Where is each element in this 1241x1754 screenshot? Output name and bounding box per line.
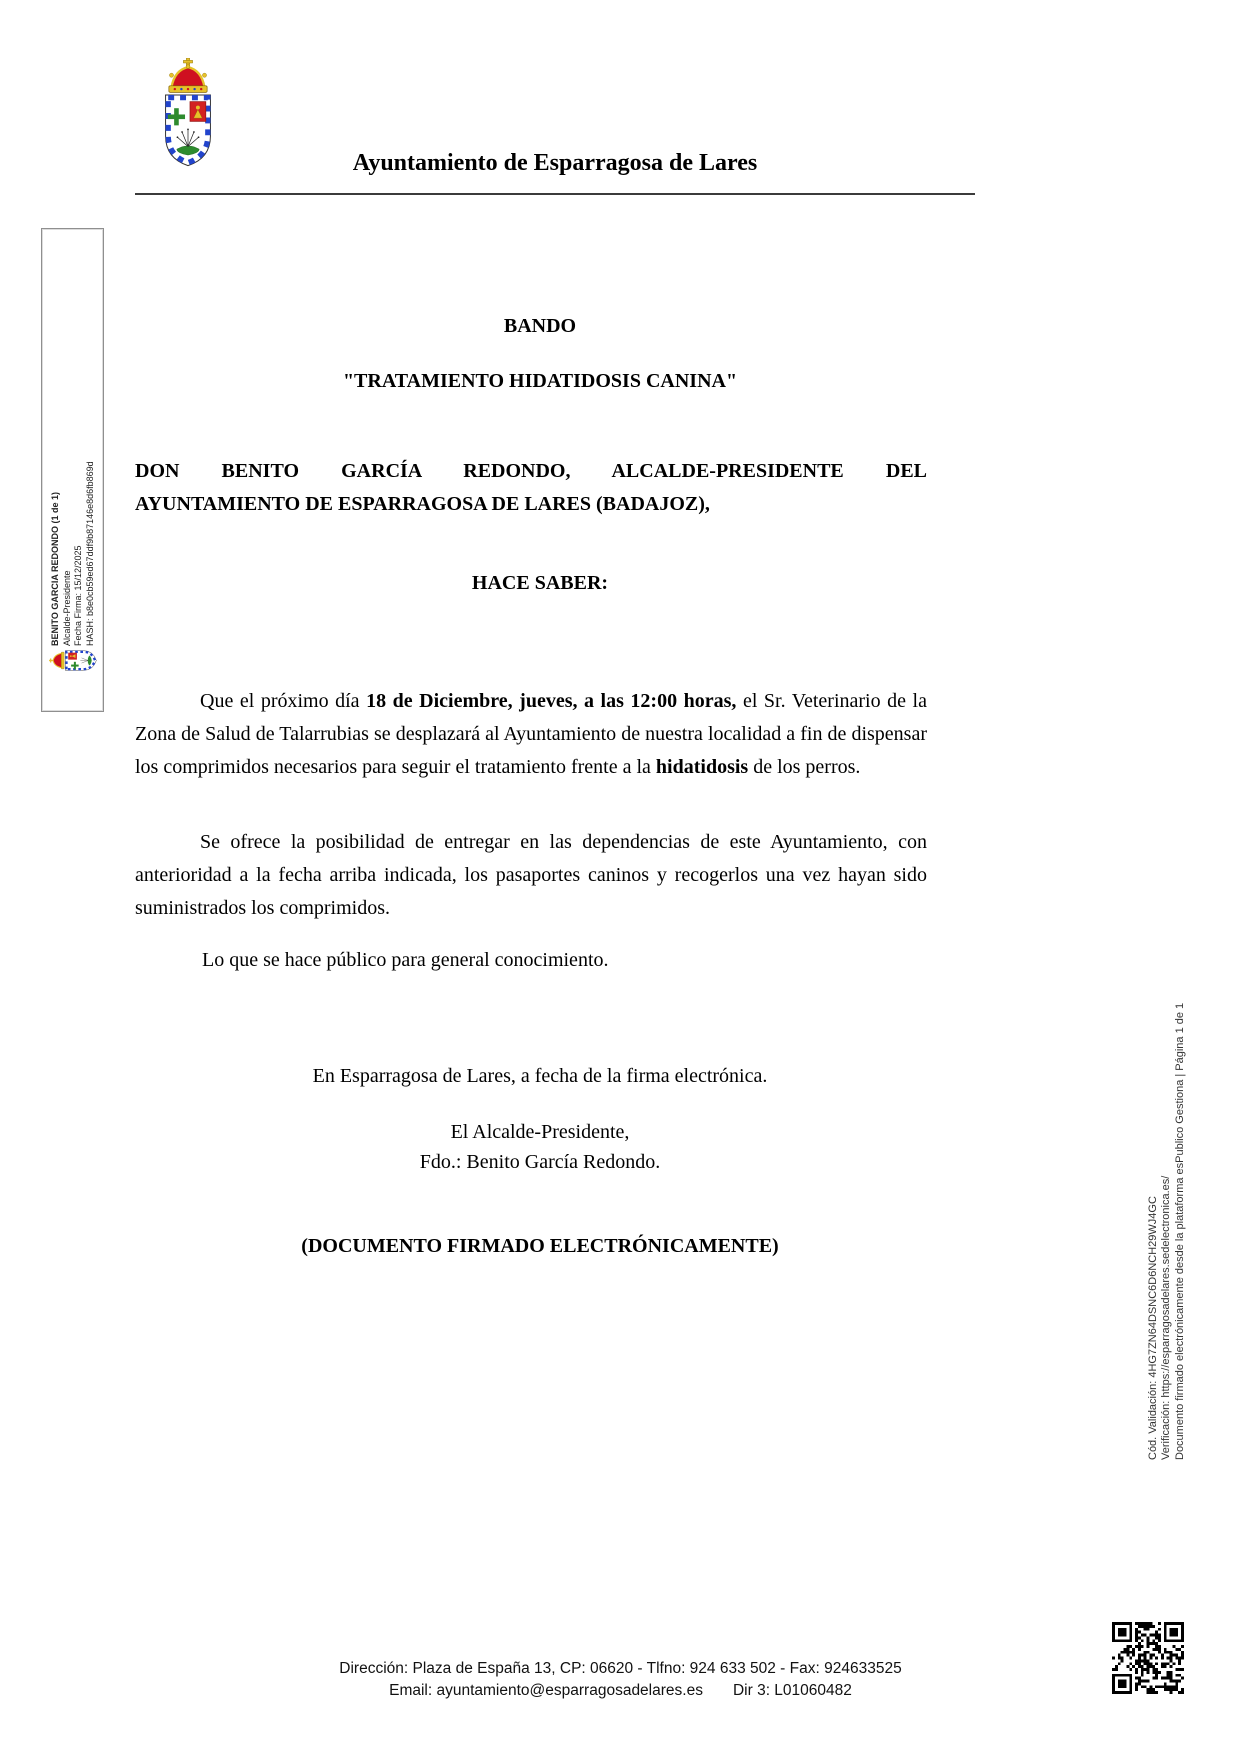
footer xyxy=(0,1658,1241,1702)
para1-term: hidatidosis xyxy=(655,756,749,778)
presenter-line-2: AYUNTAMIENTO DE ESPARRAGOSA DE LARES (BADAJOZ), xyxy=(135,493,710,515)
saluda-heading: HACE SABER: xyxy=(471,572,609,594)
para1-lead: Que el próximo día xyxy=(200,690,367,712)
signer-name: Fdo.: Benito García Redondo. xyxy=(419,1151,661,1173)
electronic-signature-note: (DOCUMENTO FIRMADO ELECTRÓNICAMENTE) xyxy=(301,1235,779,1257)
page-title: Ayuntamiento de Esparragosa de Lares xyxy=(352,150,758,176)
presenter-paragraph xyxy=(135,455,927,521)
place-date-line: En Esparragosa de Lares, a fecha de la firma electrónica. xyxy=(312,1065,768,1087)
paragraph-1 xyxy=(135,685,927,784)
footer-email: Email: ayuntamiento@esparragosadelares.es xyxy=(389,1682,703,1699)
signature-stamp-text xyxy=(50,346,96,646)
footer-address-line: Dirección: Plaza de España 13, CP: 06620 - Tlfno: 924 633 502 - Fax: 924633525 xyxy=(339,1660,902,1677)
signer-role: El Alcalde-Presidente, xyxy=(450,1121,630,1143)
verification-url-line: Verificación: https://esparragosadelares.sedelectronica.es/ xyxy=(1160,1175,1173,1460)
header xyxy=(135,148,975,195)
paragraph-3: Lo que se hace público para general conocimiento. xyxy=(202,949,609,971)
signature-stamp-box xyxy=(41,228,104,712)
para1-tail: de los perros. xyxy=(748,756,861,778)
paragraph-2: Se ofrece la posibilidad de entregar en las dependencias de este Ayuntamiento, con anterioridad a la fecha arriba indicada, los pasaportes caninos y recogerlos una vez hayan sido suministrados los comprimidos. xyxy=(135,831,927,919)
para1-date: 18 de Diciembre, jueves, a las 12:00 horas, xyxy=(366,690,737,712)
document-heading: BANDO xyxy=(503,315,577,337)
document-subject: "TRATAMIENTO HIDATIDOSIS CANINA" xyxy=(342,370,738,392)
footer-contact-line xyxy=(0,1680,1241,1702)
signer-name-line: BENITO GARCIA REDONDO (1 de 1) xyxy=(50,491,60,646)
signer-role-line: Alcalde-Presidente xyxy=(61,570,72,646)
signature-date-line: Fecha Firma: 15/12/2025 xyxy=(73,545,83,646)
footer-dir3: Dir 3: L01060482 xyxy=(732,1682,852,1699)
coat-of-arms-small-icon xyxy=(49,627,97,656)
signature-hash-line: HASH: b8e0cb59ed67ddf9b87146e8d6fb869d xyxy=(84,461,95,646)
platform-note-line: Documento firmado electrónicamente desde la plataforma esPublico Gestiona | Página 1 de 1 xyxy=(1173,1002,1186,1460)
validation-code-line: Cód. Validación: 4HG7ZN64DSNC6D6NCH29WJ4GC xyxy=(1147,1196,1159,1460)
para1-mid: el Sr. Veterinario de la Zona de Salud de Talarrubias se desplazará al Ayuntamiento de nuestra localidad a fin de dispensar los comprimidos necesarios para seguir el tratamiento frente a la xyxy=(135,690,927,778)
validation-strip xyxy=(1147,960,1187,1460)
presenter-line-1: DON BENITO GARCÍA REDONDO, ALCALDE-PRESIDENTE DEL xyxy=(135,460,927,482)
